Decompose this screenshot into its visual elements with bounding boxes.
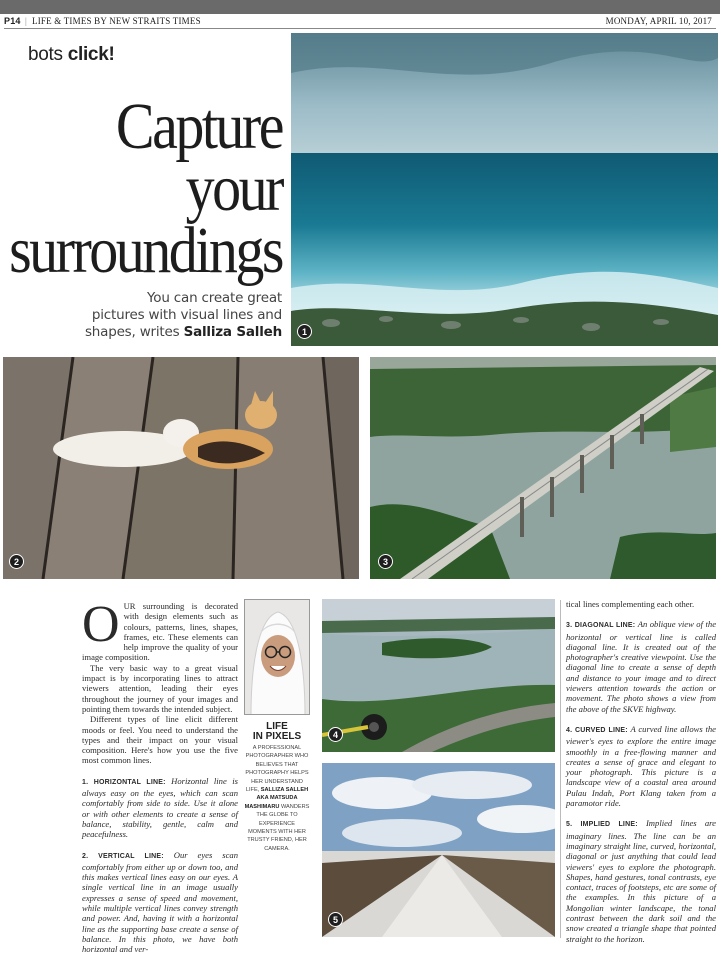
tip-diagonal-line: 3. DIAGONAL LINE: An oblique view of the horizontal or vertical line is called diagonal line. It is created out of the photographer's creative viewpoint. Use the diagonal line to create a sense of depth and distance to your image and to direct viewers attention towards the action or movement. The photo shows a view from the above of the SKVE highway. <box>566 619 717 714</box>
header-rule <box>4 28 716 29</box>
standfirst-line-3: shapes, writes Salliza Salleh <box>84 324 282 340</box>
standfirst-line-2: pictures with visual lines and <box>91 307 282 323</box>
photo-number-badge: 4 <box>328 727 343 742</box>
tip-horizontal-line: 1. HORIZONTAL LINE: Horizontal line is always easy on the eyes, which can scan comfortably from side to side. Use it alone or with other elements to create a sense of balance, stability, gentle, calm and peacefulness. <box>82 775 238 840</box>
headline-line-1: Capture <box>115 89 282 163</box>
photo-number-badge: 3 <box>378 554 393 569</box>
column-divider <box>560 600 561 938</box>
drop-cap: O <box>82 596 120 653</box>
tip-vertical-line: 2. VERTICAL LINE: Our eyes scan comfortably from either up or down too, and this makes vertical lines easy on our eyes. A single vertical line in an image usually expresses a sense of speed and movement, while multiple vertical lines convey strength and power. And, having it with a horizontal line as the supporting base create a sense of balance. In this photo, we have both horizontal and ver- <box>82 849 238 955</box>
article-column-2: tical lines complementing each other. 3. DIAGONAL LINE: An oblique view of the horizontal or vertical line is called diagonal line. It is created out of the photographer's creative viewpoint. Use the diagonal line to create a sense of depth and distance to your image and to direct viewers attention towards the action or movement. The photo shows a view from the above of the SKVE highway. 4. CURVED LINE: A curved line allows the viewer's eyes to explore the entire image smoothly in a free-flowing manner and creates a sense of grace and elegant to your photograph. This picture is a landscape view of a coastal area around Pulau Indah, Port Klang taken from a paramotor ride. 5. IMPLIED LINE: Implied lines are imaginary lines. The line can be an imaginary straight line, curved, horizontal, diagonal or just anything that could lead viewers' eyes to explore the photograph. Shapes, hand gestures, tonal contrasts, eye contact, traces of footsteps, etc are some of the examples. In this picture of a Mongolian winter landscape, the tonal contrast between the dark soil and the snow created a triangle shape that pointed straight to the horizon. <box>566 599 717 944</box>
photo-coastal-aerial <box>322 599 555 752</box>
headline-line-3: surroundings <box>9 213 282 287</box>
photo-number-badge: 2 <box>9 554 24 569</box>
photo-number-badge: 5 <box>328 912 343 927</box>
photo-sleeping-cats <box>3 357 359 579</box>
photo-sea-horizon <box>291 33 718 346</box>
photo-winter-landscape <box>322 763 555 937</box>
profile-title: LIFE IN PIXELS <box>252 721 302 742</box>
issue-date: MONDAY, APRIL 10, 2017 <box>605 16 712 26</box>
author-portrait <box>244 599 310 715</box>
section-name: LIFE & TIMES BY NEW STRAITS TIMES <box>32 16 201 26</box>
top-bar <box>0 0 720 14</box>
profile-bio: A PROFESSIONAL PHOTOGRAPHER WHO BELIEVES THAT PHOTOGRAPHY HELPS HER UNDERSTAND LIFE, SALLIZA SALLEH AKA MATSUDA MASHIMARU WANDERS THE GLOBE TO EXPERIENCE MOMENTS WITH HER TRUSTY FRIEND, HER CAMERA. <box>244 745 310 852</box>
tip-implied-line: 5. IMPLIED LINE: Implied lines are imaginary lines. The line can be an imaginary straight line, curved, horizontal, diagonal or just anything that could lead viewers' eyes to explore the photograph. Shapes, hand gestures, tonal contrasts, eye contact, traces of footsteps, etc are some of the examples. In this picture of a Mongolian winter landscape, the tonal contrast between the dark soil and the snow created a triangle shape that pointed straight to the horizon. <box>566 818 716 944</box>
profile-name: SALLIZA SALLEH AKA MATSUDA MASHIMARU <box>244 787 309 810</box>
photo-number-badge: 1 <box>297 324 312 339</box>
standfirst-line-1: You can create great <box>147 290 282 306</box>
article-column-1: OUR surrounding is decorated with design elements such as colours, patterns, lines, shapes, frames, etc. These elements can help improve the quality of your image composition. The very basic way to a great visual impact is by incorporating lines to attract viewers attention, leading their eyes throughout the journey of your images and pointing them towards the intended subject. Different types of line elicit different moods or feel. You need to understand the types and their impact on your visual composition. Here's how you use the five most common lines. 1. HORIZONTAL LINE: Horizontal line is always easy on the eyes, which can scan comfortably from side to side. Use it alone or with other elements to create a sense of balance, stability, gentle, calm and peacefulness. 2. VERTICAL LINE: Our eyes scan comfortably from either up or down too, and this makes vertical lines easy on our eyes. A single vertical line in an image usually expresses a sense of speed and movement, while multiple vertical lines convey strength and power. And, having it with a horizontal line as the supporting base create a sense of balance. In this photo, we have both horizontal and ver- <box>82 596 238 955</box>
column-kicker: bots click! <box>28 44 115 65</box>
page-number: P14 <box>4 16 21 26</box>
byline: Salliza Salleh <box>183 324 282 340</box>
headline-line-2: your <box>185 151 282 225</box>
photo-bridge-aerial <box>370 357 716 579</box>
tip-curved-line: 4. CURVED LINE: A curved line allows the viewer's eyes to explore the entire image smoothly in a free-flowing manner and creates a sense of grace and elegant to your photograph. This picture is a landscape view of a coastal area around Pulau Indah, Port Klang taken from a paramotor ride. <box>566 723 716 809</box>
header-separator: | <box>25 16 28 26</box>
